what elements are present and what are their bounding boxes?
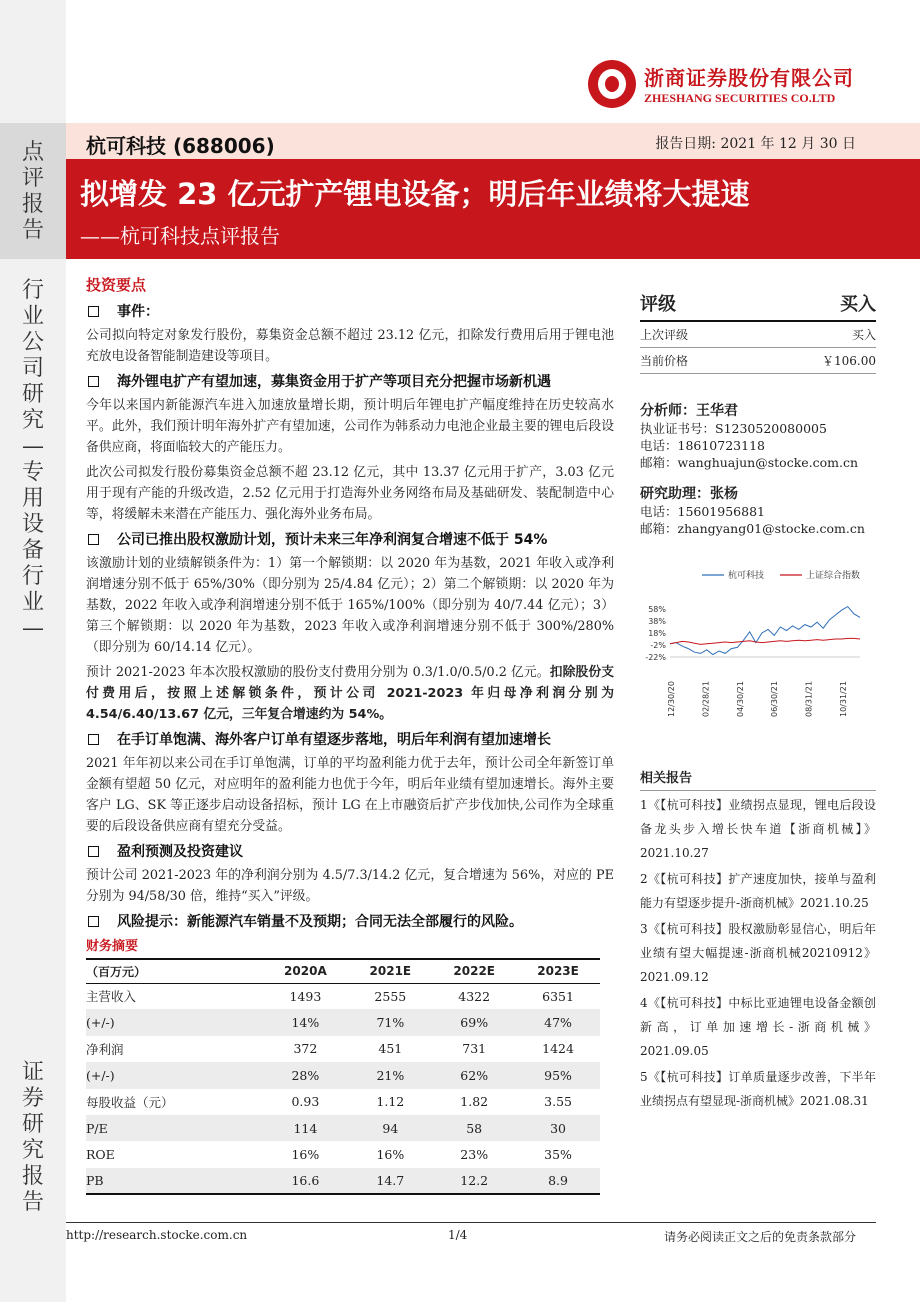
financial-summary-table bbox=[86, 958, 600, 1195]
analyst-email[interactable]: 邮箱：wanghuajun@stocke.com.cn bbox=[640, 455, 859, 470]
financial-summary-heading: 财务摘要 bbox=[86, 939, 139, 954]
paragraph: 2021 年年初以来公司在手订单饱满，订单的平均盈利能力优于去年，预计公司全年新签订单金额有望超 50 亿元，对应明年的盈利能力也优于今年，明后年业绩有望加速增长。海外主要客户 LG、SK 等正逐步启动设备招标，预计 LG 在上市融资后扩产步伐加快,公司作为全球重要的后段设备供应商有望充分受益。 bbox=[86, 756, 614, 834]
related-report-item[interactable]: 2《【杭可科技】扩产速度加快，接单与盈利能力有望逐步提升-浙商机械》2021.10.25 bbox=[640, 872, 876, 910]
main-content bbox=[86, 274, 614, 1195]
sidebar-industry: 行业公司研究—专用设备行业— bbox=[21, 278, 44, 641]
report-date: 报告日期: 2021 年 12 月 30 日 bbox=[655, 136, 856, 152]
table-cell: 6351 bbox=[542, 988, 574, 1004]
table-cell: 16% bbox=[291, 1147, 320, 1163]
related-report-item[interactable]: 5《【杭可科技】订单质量逐步改善，下半年业绩拐点有望显现-浙商机械》2021.08.31 bbox=[640, 1070, 876, 1108]
y-tick-label: -2% bbox=[650, 641, 666, 650]
table-cell: (+/-) bbox=[86, 1009, 262, 1035]
table-cell: 3.55 bbox=[544, 1094, 572, 1110]
checkbox-bullet-icon bbox=[88, 376, 99, 387]
table-cell: 14.7 bbox=[348, 1168, 432, 1194]
paragraph: 预计 2021-2023 年本次股权激励的股份支付费用分别为 0.3/1.0/0.5/0.2 亿元。扣除股份支付费用后，按照上述解锁条件，预计公司 2021-2023 年归母净利润分别为 4.54/6.40/13.67 亿元，三年复合增速约为 54%。 bbox=[86, 665, 614, 722]
table-row bbox=[86, 1062, 600, 1088]
y-tick-label: 58% bbox=[648, 605, 666, 614]
assistant-email[interactable]: 邮箱：zhangyang01@stocke.com.cn bbox=[640, 521, 865, 536]
table-cell: 1.82 bbox=[460, 1094, 489, 1110]
footer-url[interactable]: http://research.stocke.com.cn bbox=[66, 1228, 248, 1242]
current-price-row: 当前价格 ￥106.00 bbox=[640, 348, 876, 374]
table-header: 2020A bbox=[262, 959, 348, 983]
footer-divider bbox=[66, 1222, 876, 1223]
table-cell: 47% bbox=[516, 1009, 600, 1035]
bullet-heading: 事件： bbox=[86, 301, 614, 321]
y-tick-label: 18% bbox=[648, 629, 666, 638]
table-cell: 71% bbox=[348, 1009, 432, 1035]
series-line-index bbox=[670, 638, 860, 644]
table-cell: 0.93 bbox=[291, 1094, 320, 1110]
logo-emblem-icon bbox=[588, 60, 636, 108]
table-row bbox=[86, 1168, 600, 1194]
table-cell: 30 bbox=[516, 1115, 600, 1141]
assistant-name: 研究助理：张杨 bbox=[640, 486, 738, 502]
table-cell: 4322 bbox=[458, 988, 491, 1004]
x-tick-label: 08/31/21 bbox=[804, 681, 814, 717]
page-number: 1/4 bbox=[448, 1228, 468, 1242]
table-row bbox=[86, 1089, 600, 1115]
table-cell: 21% bbox=[348, 1062, 432, 1088]
related-report-item[interactable]: 3《【杭可科技】股权激励彰显信心，明后年业绩有望大幅提速-浙商机械20210912》2021.09.12 bbox=[640, 922, 876, 984]
company-ticker: 杭可科技 (688006) bbox=[86, 134, 275, 158]
x-tick-label: 04/30/21 bbox=[735, 681, 745, 717]
table-cell: 58 bbox=[432, 1115, 516, 1141]
rating-row: 评级 买入 bbox=[640, 290, 876, 322]
table-cell: PB bbox=[86, 1168, 262, 1194]
series-line-stock bbox=[670, 607, 860, 655]
table-header: 2022E bbox=[432, 959, 516, 983]
table-cell: ROE bbox=[86, 1147, 115, 1163]
table-cell: 14% bbox=[262, 1009, 348, 1035]
table-cell: 69% bbox=[432, 1009, 516, 1035]
bullet-heading: 公司已推出股权激励计划，预计未来三年净利润复合增速不低于 54% bbox=[86, 529, 614, 549]
table-cell: 16.6 bbox=[262, 1168, 348, 1194]
table-cell: (+/-) bbox=[86, 1062, 262, 1088]
table-cell: 1493 bbox=[289, 988, 322, 1004]
rating-value: 买入 bbox=[840, 294, 876, 315]
bullet-heading: 盈利预测及投资建议 bbox=[86, 841, 614, 861]
company-logo bbox=[588, 60, 854, 108]
table-row bbox=[86, 1009, 600, 1035]
report-title: 拟增发 23 亿元扩产锂电设备；明后年业绩将大提速 bbox=[80, 177, 750, 211]
table-header: （百万元） bbox=[86, 959, 262, 983]
table-cell: 1.12 bbox=[376, 1094, 405, 1110]
analyst-cert: 执业证书号：S1230520080005 bbox=[640, 421, 827, 436]
table-cell: P/E bbox=[86, 1115, 262, 1141]
checkbox-bullet-icon bbox=[88, 846, 99, 857]
legend-label: 杭可科技 bbox=[728, 571, 765, 581]
table-row bbox=[86, 983, 600, 1009]
analyst-name: 分析师：王华君 bbox=[640, 403, 738, 419]
sidebar-securities-research: 证券研究报告 bbox=[21, 1060, 44, 1215]
related-report-item[interactable]: 4《【杭可科技】中标比亚迪锂电设备金额创新高，订单加速增长-浙商机械》2021.09.05 bbox=[640, 996, 876, 1058]
table-cell: 28% bbox=[262, 1062, 348, 1088]
table-row bbox=[86, 1115, 600, 1141]
x-tick-label: 02/28/21 bbox=[701, 681, 711, 717]
x-tick-label: 12/30/20 bbox=[667, 681, 676, 717]
report-subtitle: ——杭可科技点评报告 bbox=[80, 224, 280, 248]
y-tick-label: -22% bbox=[645, 653, 666, 662]
table-cell: 35% bbox=[544, 1147, 572, 1163]
table-cell: 62% bbox=[432, 1062, 516, 1088]
table-row bbox=[86, 1036, 600, 1062]
investment-highlights-heading: 投资要点 bbox=[86, 276, 147, 294]
previous-rating-row: 上次评级 买入 bbox=[640, 322, 876, 348]
x-tick-label: 10/31/21 bbox=[839, 681, 848, 717]
table-cell: 2555 bbox=[374, 988, 407, 1004]
table-cell: 每股收益（元） bbox=[86, 1094, 174, 1110]
table-cell: 95% bbox=[516, 1062, 600, 1088]
paragraph: 今年以来国内新能源汽车进入加速放量增长期，预计明后年锂电扩产幅度维持在历史较高水平。此外，我们预计明年海外扩产有望加速，公司作为韩系动力电池企业最主要的锂电后段设备供应商，将面临较大的产能压力。 bbox=[86, 398, 614, 455]
bullet-heading: 在手订单饱满、海外客户订单有望逐步落地，明后年利润有望加速增长 bbox=[86, 729, 614, 749]
logo-name-cn: 浙商证券股份有限公司 bbox=[644, 66, 854, 90]
legend-label: 上证综合指数 bbox=[806, 571, 861, 581]
checkbox-bullet-icon bbox=[88, 916, 99, 927]
checkbox-bullet-icon bbox=[88, 534, 99, 545]
bullet-heading: 风险提示：新能源汽车销量不及预期；合同无法全部履行的风险。 bbox=[86, 911, 614, 931]
right-panel bbox=[640, 290, 876, 1113]
table-cell: 94 bbox=[348, 1115, 432, 1141]
table-cell: 12.2 bbox=[432, 1168, 516, 1194]
footer-disclaimer: 请务必阅读正文之后的免责条款部分 bbox=[663, 1230, 856, 1244]
table-row bbox=[86, 1141, 600, 1167]
y-tick-label: 38% bbox=[648, 617, 666, 626]
table-cell: 114 bbox=[262, 1115, 348, 1141]
paragraph: 公司拟向特定对象发行股份，募集资金总额不超过 23.12 亿元，扣除发行费用后用于锂电池充放电设备智能制造建设等项目。 bbox=[86, 328, 614, 364]
x-tick-label: 06/30/21 bbox=[770, 681, 780, 717]
logo-name-en: ZHESHANG SECURITIES CO.LTD bbox=[644, 91, 836, 105]
table-cell: 8.9 bbox=[516, 1168, 600, 1194]
stock-performance-chart bbox=[640, 567, 876, 727]
assistant-phone: 电话：15601956881 bbox=[640, 504, 765, 519]
checkbox-bullet-icon bbox=[88, 306, 99, 317]
table-cell: 451 bbox=[378, 1041, 403, 1057]
table-cell: 16% bbox=[376, 1147, 405, 1163]
analyst-phone: 电话：18610723118 bbox=[640, 438, 765, 453]
checkbox-bullet-icon bbox=[88, 734, 99, 745]
related-report-item[interactable]: 1《【杭可科技】业绩拐点显现，锂电后段设备龙头步入增长快车道【浙商机械】》2021.10.27 bbox=[640, 798, 876, 860]
related-reports-heading: 相关报告 bbox=[640, 767, 876, 791]
table-header: 2021E bbox=[348, 959, 432, 983]
bullet-heading: 海外锂电扩产有望加速，募集资金用于扩产等项目充分把握市场新机遇 bbox=[86, 371, 614, 391]
table-cell: 净利润 bbox=[86, 1041, 124, 1057]
paragraph: 预计公司 2021-2023 年的净利润分别为 4.5/7.3/14.2 亿元，复合增速为 56%，对应的 PE 分别为 94/58/30 倍，维持“买入”评级。 bbox=[86, 868, 614, 904]
paragraph: 该激励计划的业绩解锁条件为：1）第一个解锁期：以 2020 年为基数，2021 年收入或净利润增速分别不低于 65%/30%（即分别为 25/4.84 亿元）；2）第二个解锁期：以 2020 年为基数，2022 年收入或净利润增速分别不低于 165%/100%（即分别为 40/7.44 亿元）；3）第三个解锁期：以 2020 年为基数，2023 年收入或净利润增速分别不低于 300%/280%（即分别为 60/14.14 亿元）。 bbox=[86, 556, 614, 655]
table-cell: 731 bbox=[462, 1041, 487, 1057]
table-cell: 1424 bbox=[542, 1041, 574, 1057]
paragraph: 此次公司拟发行股份募集资金总额不超 23.12 亿元，其中 13.37 亿元用于扩产，3.03 亿元用于现有产能的升级改造，2.52 亿元用于打造海外业务网络布局及基础研发、装配制造中心等，将缓解未来潜在产能压力、强化海外业务布局。 bbox=[86, 465, 614, 522]
table-header: 2023E bbox=[516, 959, 600, 983]
table-cell: 主营收入 bbox=[86, 989, 137, 1005]
table-cell: 23% bbox=[460, 1147, 489, 1163]
table-cell: 372 bbox=[293, 1041, 318, 1057]
sidebar-report-type: 点评报告 bbox=[21, 140, 44, 243]
